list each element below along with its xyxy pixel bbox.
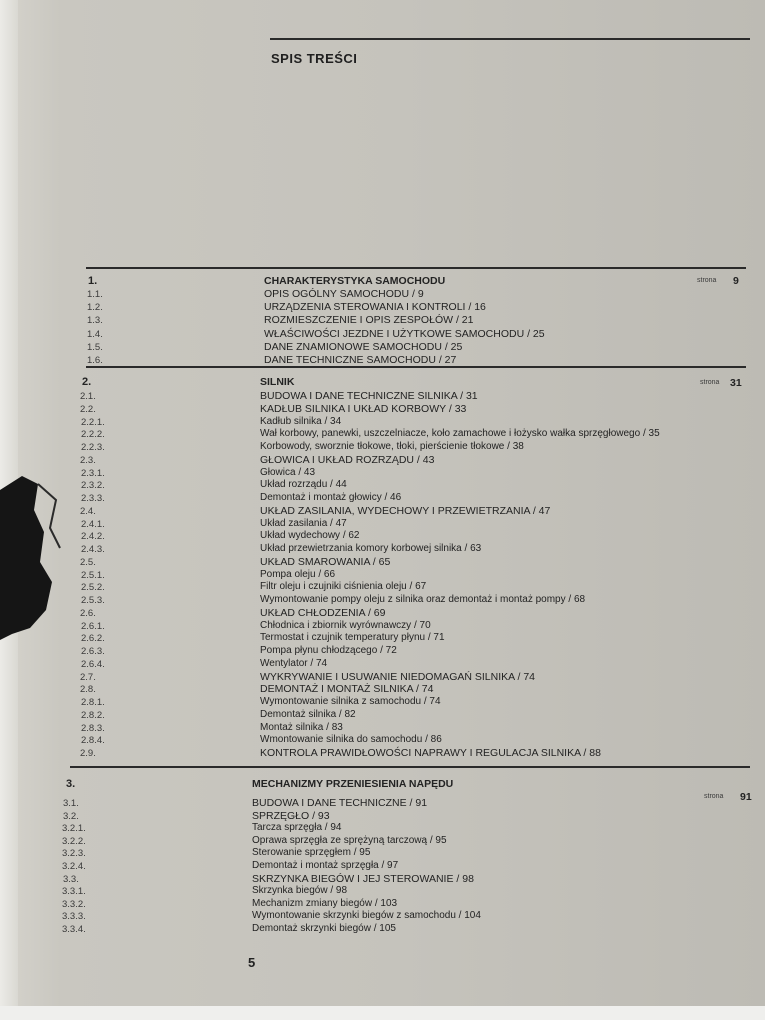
toc-entry: Wymontowanie pompy oleju z silnika oraz demontaż i montaż pompy / 68 bbox=[260, 594, 586, 605]
entry-number: 1.6. bbox=[87, 355, 103, 366]
entry-number: 2.4.2. bbox=[81, 531, 105, 543]
toc-entry: Demontaż skrzynki biegów / 105 bbox=[252, 923, 396, 934]
section-number: 1. bbox=[88, 275, 98, 287]
toc-entry: UKŁAD ZASILANIA, WYDECHOWY I PRZEWIETRZANIA / 47 bbox=[260, 504, 551, 517]
entry-number: 3.3.1. bbox=[62, 886, 86, 898]
toc-entry: SKRZYNKA BIEGÓW I JEJ STEROWANIE / 98 bbox=[252, 872, 474, 885]
entry-number: 3.2.4. bbox=[62, 861, 86, 872]
toc-entry: Pompa oleju / 66 bbox=[260, 568, 336, 580]
toc-entry: Układ wydechowy / 62 bbox=[260, 530, 360, 542]
entry-number: 2.5. bbox=[80, 556, 96, 568]
entry-number: 1.5. bbox=[87, 341, 103, 353]
section-start-page: 31 bbox=[730, 377, 742, 389]
section-title: CHARAKTERYSTYKA SAMOCHODU bbox=[264, 275, 446, 287]
entry-number: 2.6.4. bbox=[81, 658, 105, 670]
entry-number: 2.6.1. bbox=[81, 620, 105, 632]
toc-entry: DANE ZNAMIONOWE SAMOCHODU / 25 bbox=[264, 340, 463, 353]
toc-entry: Układ zasilania / 47 bbox=[260, 517, 347, 529]
entry-number: 3.2.1. bbox=[62, 823, 86, 835]
toc-entry: Sterowanie sprzęgłem / 95 bbox=[252, 847, 371, 859]
toc-entry: DEMONTAŻ I MONTAŻ SILNIKA / 74 bbox=[260, 683, 434, 696]
toc-entry: Wał korbowy, panewki, uszczelniacze, koło zamachowe i łożysko wałka sprzęgłowego / 35 bbox=[260, 428, 660, 440]
toc-entry: Montaż silnika / 83 bbox=[260, 721, 343, 733]
toc-entry: Głowica / 43 bbox=[260, 466, 316, 478]
entry-number: 2.8. bbox=[80, 684, 96, 696]
toc-entry: KADŁUB SILNIKA I UKŁAD KORBOWY / 33 bbox=[260, 402, 467, 415]
entry-number: 2.3.3. bbox=[81, 493, 105, 504]
section-start-page: 9 bbox=[733, 275, 739, 287]
strona-label: strona bbox=[700, 379, 720, 386]
entry-number: 2.4.1. bbox=[81, 518, 105, 530]
toc-entry: Demontaż silnika / 82 bbox=[260, 708, 356, 720]
entry-number: 2.8.4. bbox=[81, 735, 105, 747]
toc-entry: Skrzynka biegów / 98 bbox=[252, 885, 348, 897]
entry-number: 2.3.1. bbox=[81, 467, 105, 479]
toc-entry: Chłodnica i zbiornik wyrównawczy / 70 bbox=[260, 619, 431, 631]
toc-entry: Układ przewietrzania komory korbowej silnika / 63 bbox=[260, 543, 482, 554]
toc-entry: GŁOWICA I UKŁAD ROZRZĄDU / 43 bbox=[260, 453, 435, 466]
entry-number: 2.7. bbox=[80, 671, 96, 683]
toc-entry: Wentylator / 74 bbox=[260, 657, 328, 669]
entry-number: 3.2. bbox=[63, 810, 79, 822]
entry-number: 3.3.3. bbox=[62, 911, 86, 923]
toc-entry: Układ rozrządu / 44 bbox=[260, 479, 347, 491]
entry-number: 3.2.3. bbox=[62, 848, 86, 860]
toc-entry: WŁAŚCIWOŚCI JEZDNE I UŻYTKOWE SAMOCHODU / 25 bbox=[264, 327, 545, 340]
entry-number: 2.2.1. bbox=[81, 416, 105, 428]
section-title: MECHANIZMY PRZENIESIENIA NAPĘDU bbox=[252, 778, 454, 790]
toc-entry: UKŁAD SMAROWANIA / 65 bbox=[260, 555, 391, 568]
toc-entry: Demontaż i montaż sprzęgła / 97 bbox=[252, 860, 399, 871]
toc-entry: ROZMIESZCZENIE I OPIS ZESPOŁÓW / 21 bbox=[264, 314, 474, 327]
entry-number: 3.3.4. bbox=[62, 924, 86, 935]
section-3-rule bbox=[70, 766, 750, 768]
toc-entry: DANE TECHNICZNE SAMOCHODU / 27 bbox=[264, 354, 457, 366]
entry-number: 2.8.3. bbox=[81, 722, 105, 734]
strona-label: strona bbox=[697, 277, 717, 284]
toc-entry: KONTROLA PRAWIDŁOWOŚCI NAPRAWY I REGULACJA SILNIKA / 88 bbox=[260, 747, 601, 759]
entry-number: 2.3.2. bbox=[81, 480, 105, 492]
toc-entry: Tarcza sprzęgła / 94 bbox=[252, 822, 342, 834]
entry-number: 2.5.2. bbox=[81, 582, 105, 594]
toc-entry: Wmontowanie silnika do samochodu / 86 bbox=[260, 734, 442, 746]
section-start-page: 91 bbox=[740, 791, 752, 803]
toc-entry: BUDOWA I DANE TECHNICZNE SILNIKA / 31 bbox=[260, 390, 478, 402]
entry-number: 1.1. bbox=[87, 289, 103, 300]
toc-entry: Oprawa sprzęgła ze sprężyną tarczową / 95 bbox=[252, 834, 447, 846]
toc-entry: SPRZĘGŁO / 93 bbox=[252, 809, 330, 822]
page-number: 5 bbox=[248, 955, 256, 970]
page-title: SPIS TREŚCI bbox=[271, 51, 358, 66]
entry-number: 3.2.2. bbox=[62, 835, 86, 847]
entry-number: 2.9. bbox=[80, 748, 96, 759]
entry-number: 2.6.3. bbox=[81, 646, 105, 657]
entry-number: 2.3. bbox=[80, 454, 96, 466]
toc-entry: Wymontowanie silnika z samochodu / 74 bbox=[260, 696, 441, 707]
entry-number: 2.6.2. bbox=[81, 633, 105, 645]
entry-number: 2.5.3. bbox=[81, 595, 105, 606]
entry-number: 3.3.2. bbox=[62, 898, 86, 910]
entry-number: 2.4.3. bbox=[81, 544, 105, 555]
toc-entry: Korbowody, sworznie tłokowe, tłoki, pierścienie tłokowe / 38 bbox=[260, 441, 524, 452]
entry-number: 2.6. bbox=[80, 607, 96, 619]
section-title: SILNIK bbox=[260, 376, 295, 388]
toc-entry: Kadłub silnika / 34 bbox=[260, 415, 342, 427]
toc-entry: BUDOWA I DANE TECHNICZNE / 91 bbox=[252, 797, 428, 809]
entry-number: 1.2. bbox=[87, 302, 103, 314]
toc-entry: WYKRYWANIE I USUWANIE NIEDOMAGAŃ SILNIKA / 74 bbox=[260, 670, 535, 683]
toc-entry: OPIS OGÓLNY SAMOCHODU / 9 bbox=[264, 288, 424, 300]
title-rule bbox=[270, 38, 750, 40]
toc-entry: UKŁAD CHŁODZENIA / 69 bbox=[260, 606, 386, 619]
entry-number: 3.3. bbox=[63, 873, 79, 885]
entry-number: 2.2. bbox=[80, 403, 96, 415]
section-number: 3. bbox=[66, 778, 76, 790]
strona-label: strona bbox=[704, 793, 724, 800]
toc-entry: Demontaż i montaż głowicy / 46 bbox=[260, 492, 402, 503]
toc-entry: Termostat i czujnik temperatury płynu / 71 bbox=[260, 632, 445, 644]
section-1-rule bbox=[86, 267, 746, 269]
entry-number: 2.4. bbox=[80, 505, 96, 517]
entry-number: 2.1. bbox=[80, 391, 96, 402]
entry-number: 3.1. bbox=[63, 798, 79, 809]
torn-page-corner bbox=[0, 470, 80, 640]
entry-number: 2.8.2. bbox=[81, 709, 105, 721]
toc-entry: Wymontowanie skrzynki biegów z samochodu / 104 bbox=[252, 910, 481, 922]
entry-number: 2.8.1. bbox=[81, 697, 105, 708]
entry-number: 2.2.2. bbox=[81, 429, 105, 441]
entry-number: 1.4. bbox=[87, 328, 103, 340]
entry-number: 1.3. bbox=[87, 315, 103, 327]
section-number: 2. bbox=[82, 376, 92, 388]
toc-entry: Mechanizm zmiany biegów / 103 bbox=[252, 897, 398, 909]
toc-entry: Pompa płynu chłodzącego / 72 bbox=[260, 645, 397, 656]
toc-entry: URZĄDZENIA STEROWANIA I KONTROLI / 16 bbox=[264, 301, 486, 314]
entry-number: 2.5.1. bbox=[81, 569, 105, 581]
section-2-rule bbox=[86, 366, 746, 368]
entry-number: 2.2.3. bbox=[81, 442, 105, 453]
page-bottom-edge bbox=[0, 1006, 765, 1020]
toc-entry: Filtr oleju i czujniki ciśnienia oleju / 67 bbox=[260, 581, 427, 593]
